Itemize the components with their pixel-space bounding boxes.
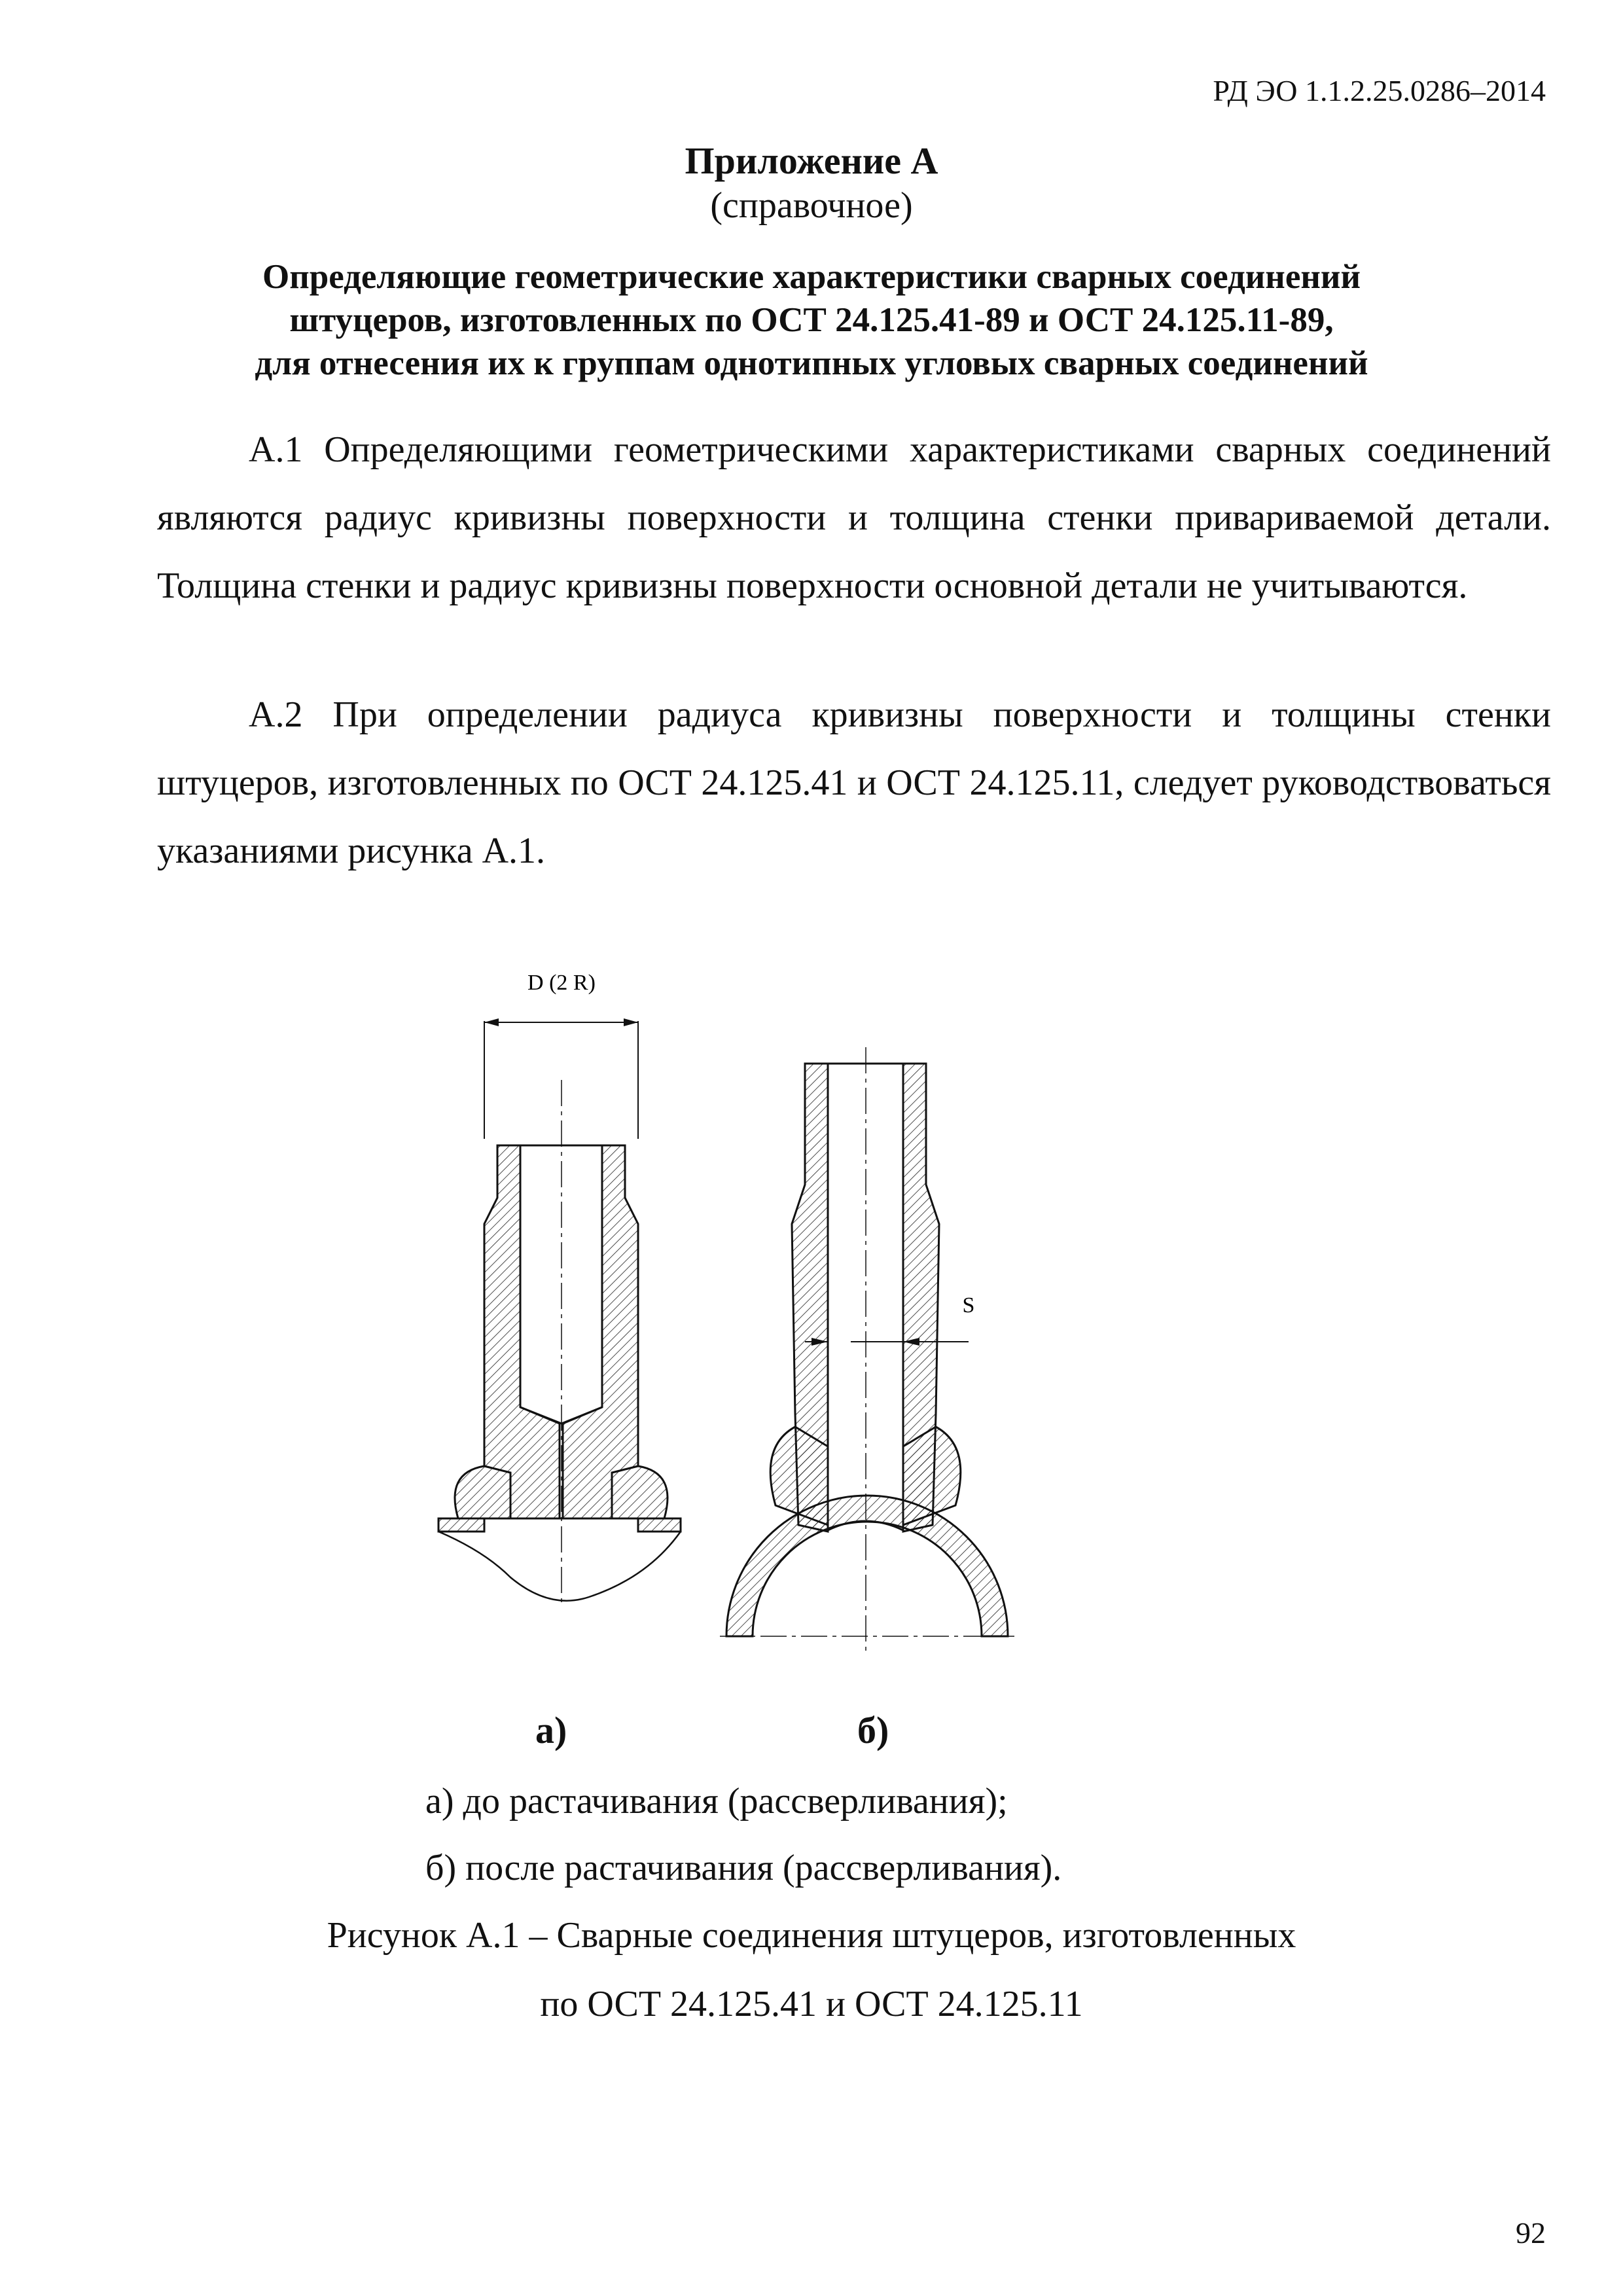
paragraph-number: А.2	[249, 694, 303, 735]
paragraph-text: При определении радиуса кривизны поверхности и толщины стенки штуцеров, изготовленных по ОСТ 24.125.41 и ОСТ 24.125.11, следует руководствоваться указаниями рисунка А.1.	[157, 694, 1551, 871]
page-number: 92	[1516, 2216, 1546, 2250]
appendix-subtitle: (справочное)	[710, 185, 913, 226]
caption-a: а) до растачивания (рассверливания);	[425, 1781, 1008, 1821]
subfigure-label-b: б)	[857, 1709, 889, 1751]
nozzle-before-boring	[438, 1080, 681, 1604]
figure-caption-line-1: Рисунок А.1 – Сварные соединения штуцеров, изготовленных	[327, 1915, 1296, 1956]
heading-line-1: Определяющие геометрические характеристики сварных соединений	[262, 258, 1361, 296]
dimension-label: D (2 R)	[527, 971, 596, 995]
paragraph-a1	[157, 416, 1551, 620]
figure-caption-line-2: по ОСТ 24.125.41 и ОСТ 24.125.11	[540, 1984, 1083, 2024]
paragraph-number: А.1	[249, 429, 303, 470]
appendix-heading	[0, 255, 1623, 385]
heading-line-3: для отнесения их к группам однотипных угловых сварных соединений	[255, 344, 1368, 382]
figure-drawing	[419, 949, 1073, 1682]
caption-b: б) после растачивания (рассверливания).	[425, 1848, 1062, 1888]
thickness-label: S	[962, 1293, 975, 1318]
paragraph-text: Определяющими геометрическими характеристиками сварных соединений являются радиус кривизны поверхности и толщина стенки привариваемой детали. Толщина стенки и радиус кривизны поверхности основной детали не учитываются.	[157, 429, 1551, 606]
subfigure-label-a: а)	[535, 1709, 567, 1751]
appendix-title: Приложение А	[685, 139, 938, 182]
heading-line-2: штуцеров, изготовленных по ОСТ 24.125.41-89 и ОСТ 24.125.11-89,	[289, 301, 1334, 339]
paragraph-a2	[157, 681, 1551, 885]
nozzle-after-boring	[720, 1047, 1014, 1656]
document-code: РД ЭО 1.1.2.25.0286–2014	[1213, 74, 1546, 107]
